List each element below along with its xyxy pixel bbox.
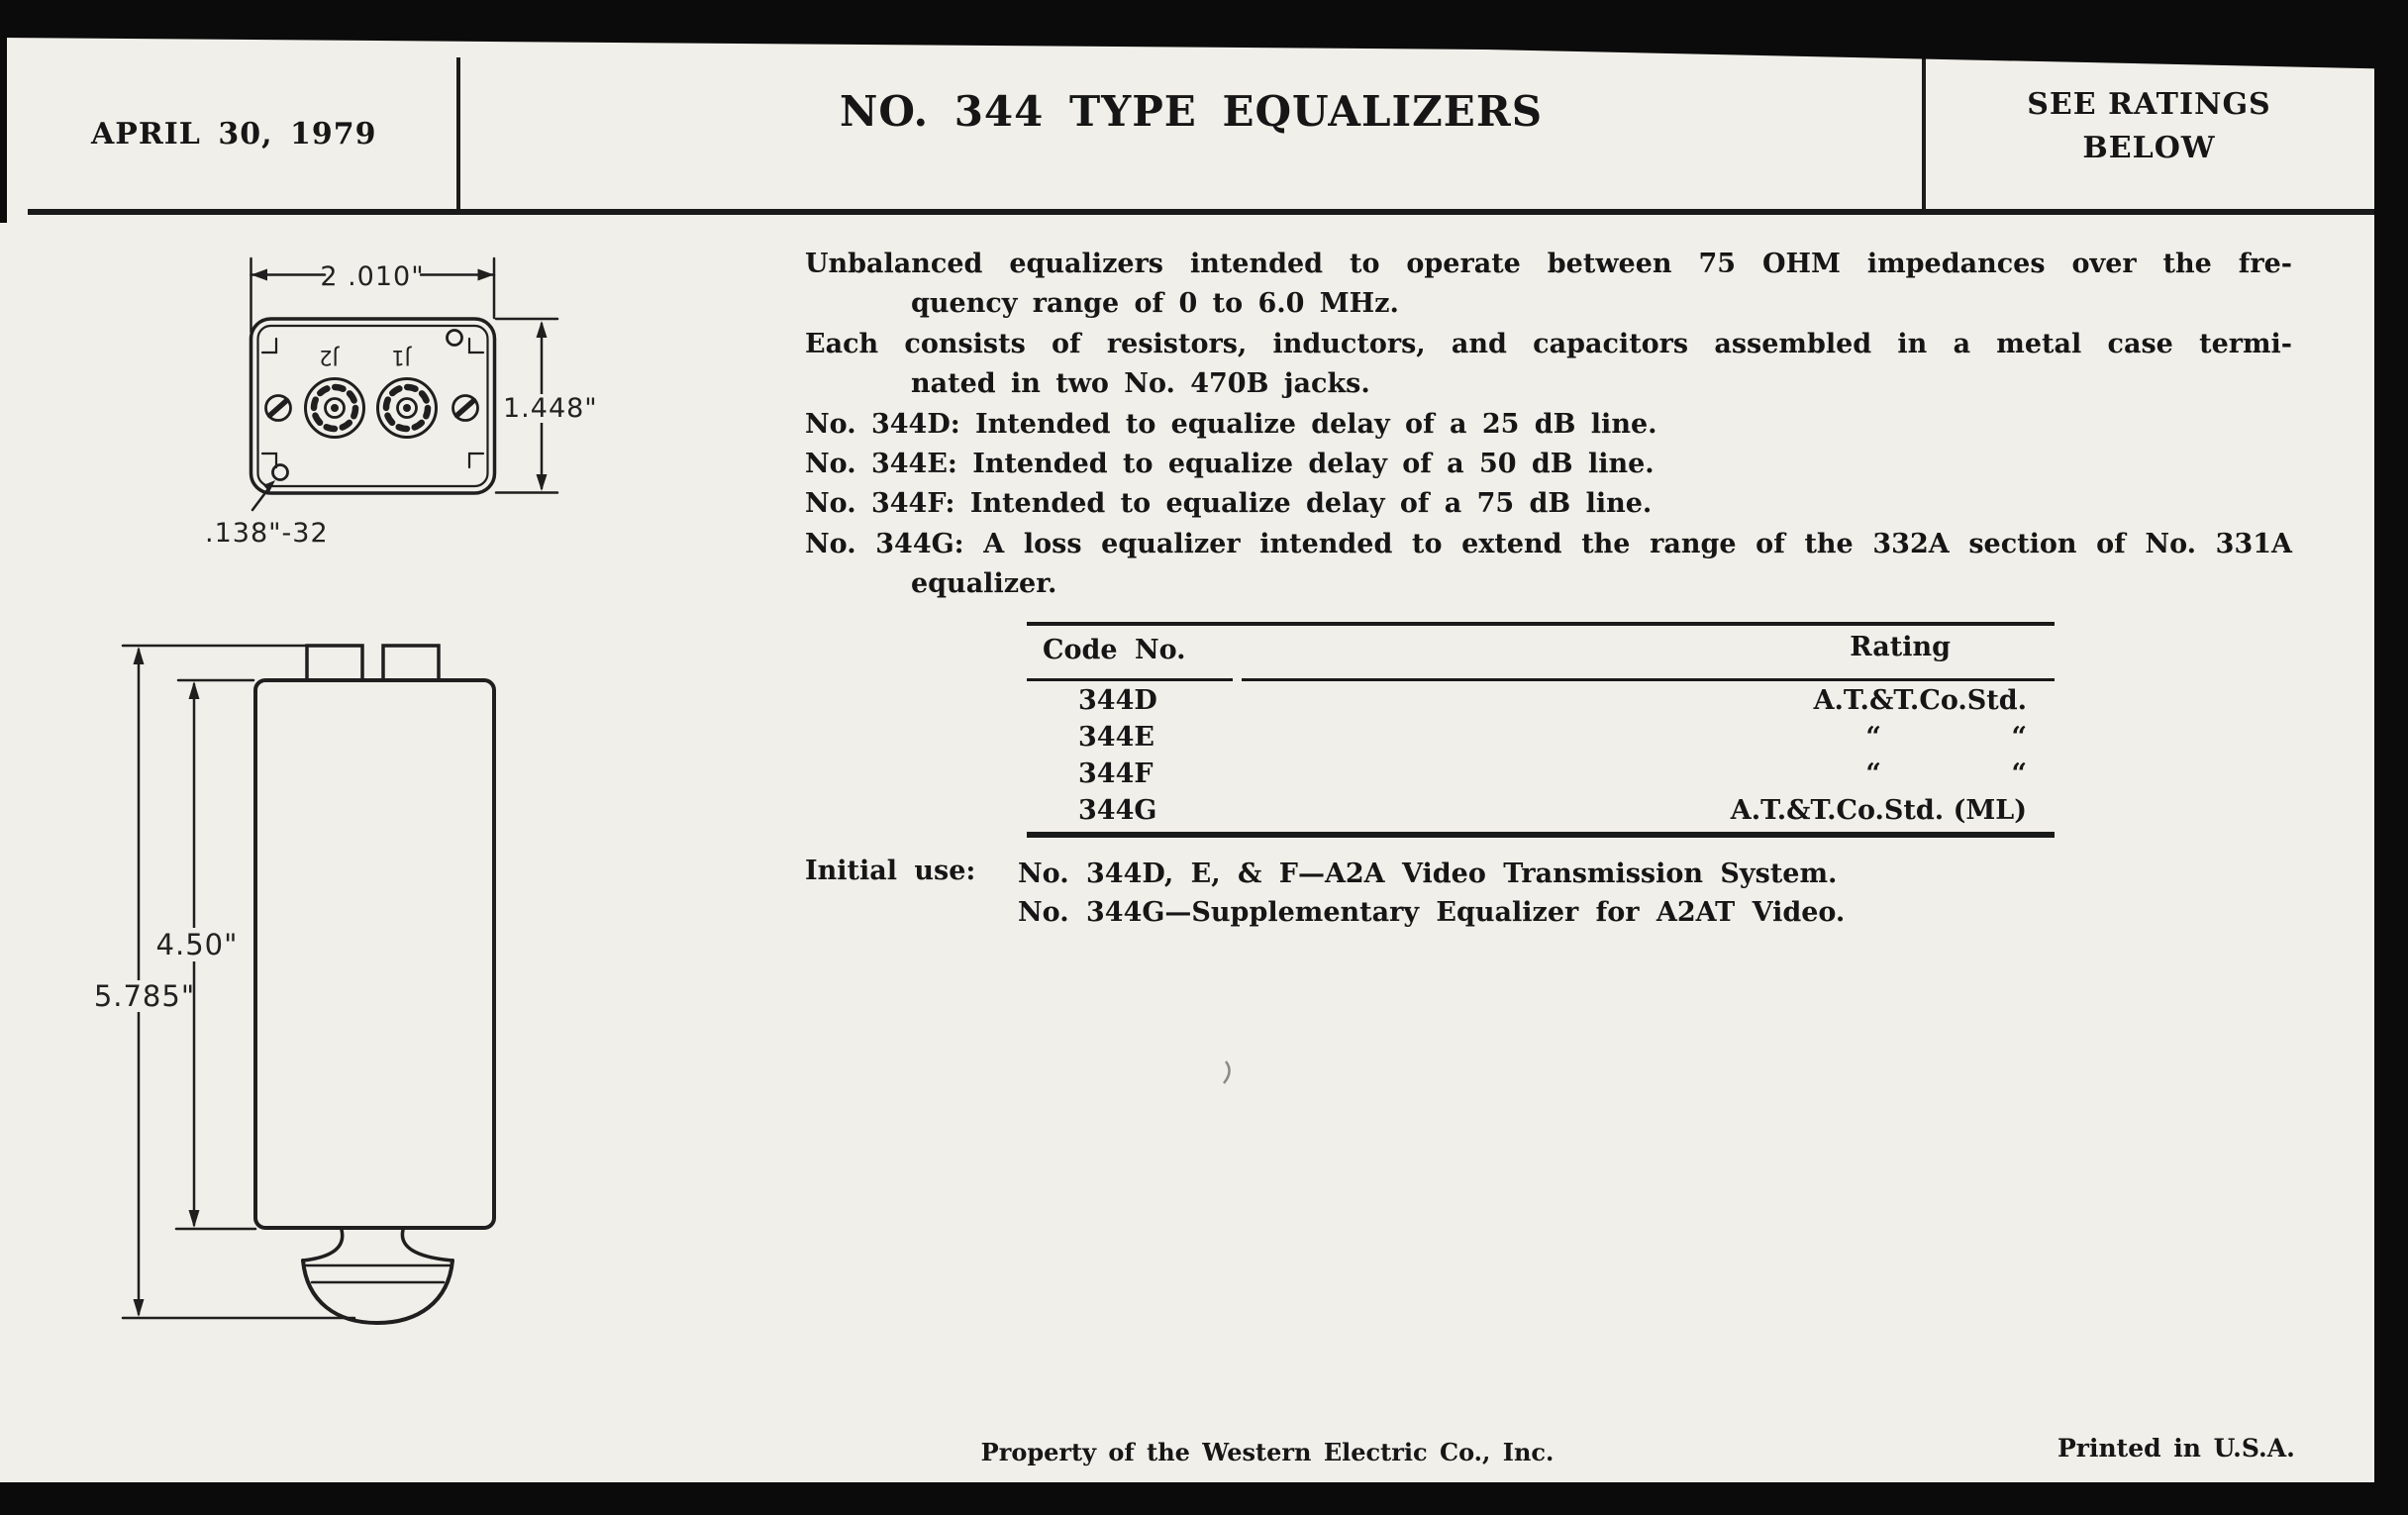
- outer-height-label: 5.785": [93, 979, 196, 1013]
- body-line: quency range of 0 to 6.0 MHz.: [911, 288, 1399, 320]
- initial-use-line2: No. 344G—Supplementary Equalizer for A2AT Video.: [1018, 896, 1846, 928]
- screw-left: [266, 396, 291, 421]
- plug-neck-left: [303, 1230, 343, 1261]
- jack-j2-label: J2: [319, 346, 339, 369]
- arrowhead: [189, 1210, 200, 1228]
- arrowhead: [189, 681, 200, 699]
- jack-j1-label: J1: [391, 346, 411, 369]
- arrowhead: [251, 269, 268, 281]
- code-cell: 344E: [1078, 722, 1154, 753]
- jack-tab-right: [383, 646, 439, 680]
- scan-black-strip-right: [2374, 0, 2408, 1515]
- footer-printed-in-usa: Printed in U.S.A.: [2057, 1434, 2295, 1463]
- scan-black-band-bottom: [0, 1482, 2408, 1515]
- page-title: NO. 344 TYPE EQUALIZERS: [839, 87, 1544, 136]
- jack-tab-left: [307, 646, 362, 680]
- body-height-label: 4.50": [155, 928, 239, 961]
- description-paragraphs: [805, 245, 2292, 605]
- header-divider-left: [456, 57, 460, 211]
- plug-bowl: [303, 1261, 452, 1323]
- rating-cell: A.T.&T.Co.Std.: [1813, 685, 2027, 716]
- arrowhead: [537, 474, 548, 491]
- corner-notch: [262, 454, 276, 467]
- rating-cell: A.T.&T.Co.Std. (ML): [1730, 795, 2027, 826]
- body-line: nated in two No. 470B jacks.: [911, 368, 1370, 400]
- body-line: No. 344E: Intended to equalize delay of a 50 dB line.: [805, 449, 1655, 480]
- header-underline-right: [1242, 678, 2055, 681]
- rating-cell: “ “: [1865, 758, 2027, 789]
- see-ratings-line2: BELOW: [2082, 131, 2216, 165]
- top-view-drawing: [89, 246, 604, 562]
- jack-j1: [378, 379, 437, 438]
- code-cell: 344D: [1078, 685, 1157, 716]
- jack-j2: [306, 379, 364, 438]
- equalizer-body-outline: [255, 680, 494, 1228]
- initial-use-label: Initial use:: [805, 856, 976, 886]
- initial-use-line1: No. 344D, E, & F—A2A Video Transmission System.: [1018, 858, 1838, 889]
- scan-black-strip-left: [0, 0, 7, 223]
- width-dimension-label: 2 .010": [320, 261, 425, 292]
- arrowhead: [478, 269, 495, 281]
- see-ratings-note: [1924, 83, 2374, 170]
- ratings-table: [1027, 622, 2055, 846]
- code-cell: 344F: [1078, 758, 1154, 789]
- body-line: No. 344F: Intended to equalize delay of a 75 dB line.: [805, 488, 1653, 520]
- issue-date: APRIL 30, 1979: [91, 117, 377, 152]
- header-divider-right: [1922, 54, 1926, 211]
- mounting-hole-top-right: [448, 331, 462, 346]
- side-view-drawing: [69, 629, 515, 1352]
- screw-right: [453, 396, 478, 421]
- code-column: [1078, 682, 1157, 829]
- height-dimension-label: 1.448": [503, 393, 598, 424]
- body-line: equalizer.: [911, 568, 1057, 600]
- body-line: No. 344G: A loss equalizer intended to extend the range of the 332A section of No. 331A: [805, 528, 2292, 559]
- arrowhead: [134, 1299, 145, 1317]
- table-rule-top: [1027, 622, 2055, 626]
- arrowhead: [537, 321, 548, 338]
- corner-notch: [262, 339, 276, 353]
- plug-neck-right: [402, 1230, 452, 1261]
- body-line: No. 344D: Intended to equalize delay of a 25 dB line.: [805, 408, 1657, 440]
- thread-spec-label: .138"-32: [205, 518, 329, 549]
- corner-notch: [469, 339, 483, 353]
- arrowhead: [134, 647, 145, 664]
- header-underline-left: [1027, 678, 1233, 681]
- footer-property-notice: Property of the Western Electric Co., Inc.: [980, 1438, 1555, 1466]
- code-cell: 344G: [1078, 795, 1157, 826]
- mounting-hole-bottom-left: [273, 465, 288, 480]
- column-header-rating: Rating: [1850, 632, 1951, 662]
- scan-black-band-top: [0, 0, 2408, 69]
- rating-column: [1731, 682, 2027, 829]
- column-header-code: Code No.: [1043, 635, 1186, 665]
- see-ratings-line1: SEE RATINGS: [2027, 87, 2271, 122]
- header-rule: [28, 209, 2376, 215]
- initial-use-lines: [1018, 856, 1845, 932]
- body-line: Unbalanced equalizers intended to operate between 75 OHM impedances over the fre-: [805, 249, 2292, 279]
- body-line: Each consists of resistors, inductors, and capacitors assembled in a metal case termi-: [805, 328, 2292, 359]
- corner-notch: [469, 454, 483, 467]
- rating-cell: “ “: [1865, 722, 2027, 753]
- scan-mark: [1216, 1058, 1246, 1091]
- table-rule-bottom: [1027, 832, 2055, 838]
